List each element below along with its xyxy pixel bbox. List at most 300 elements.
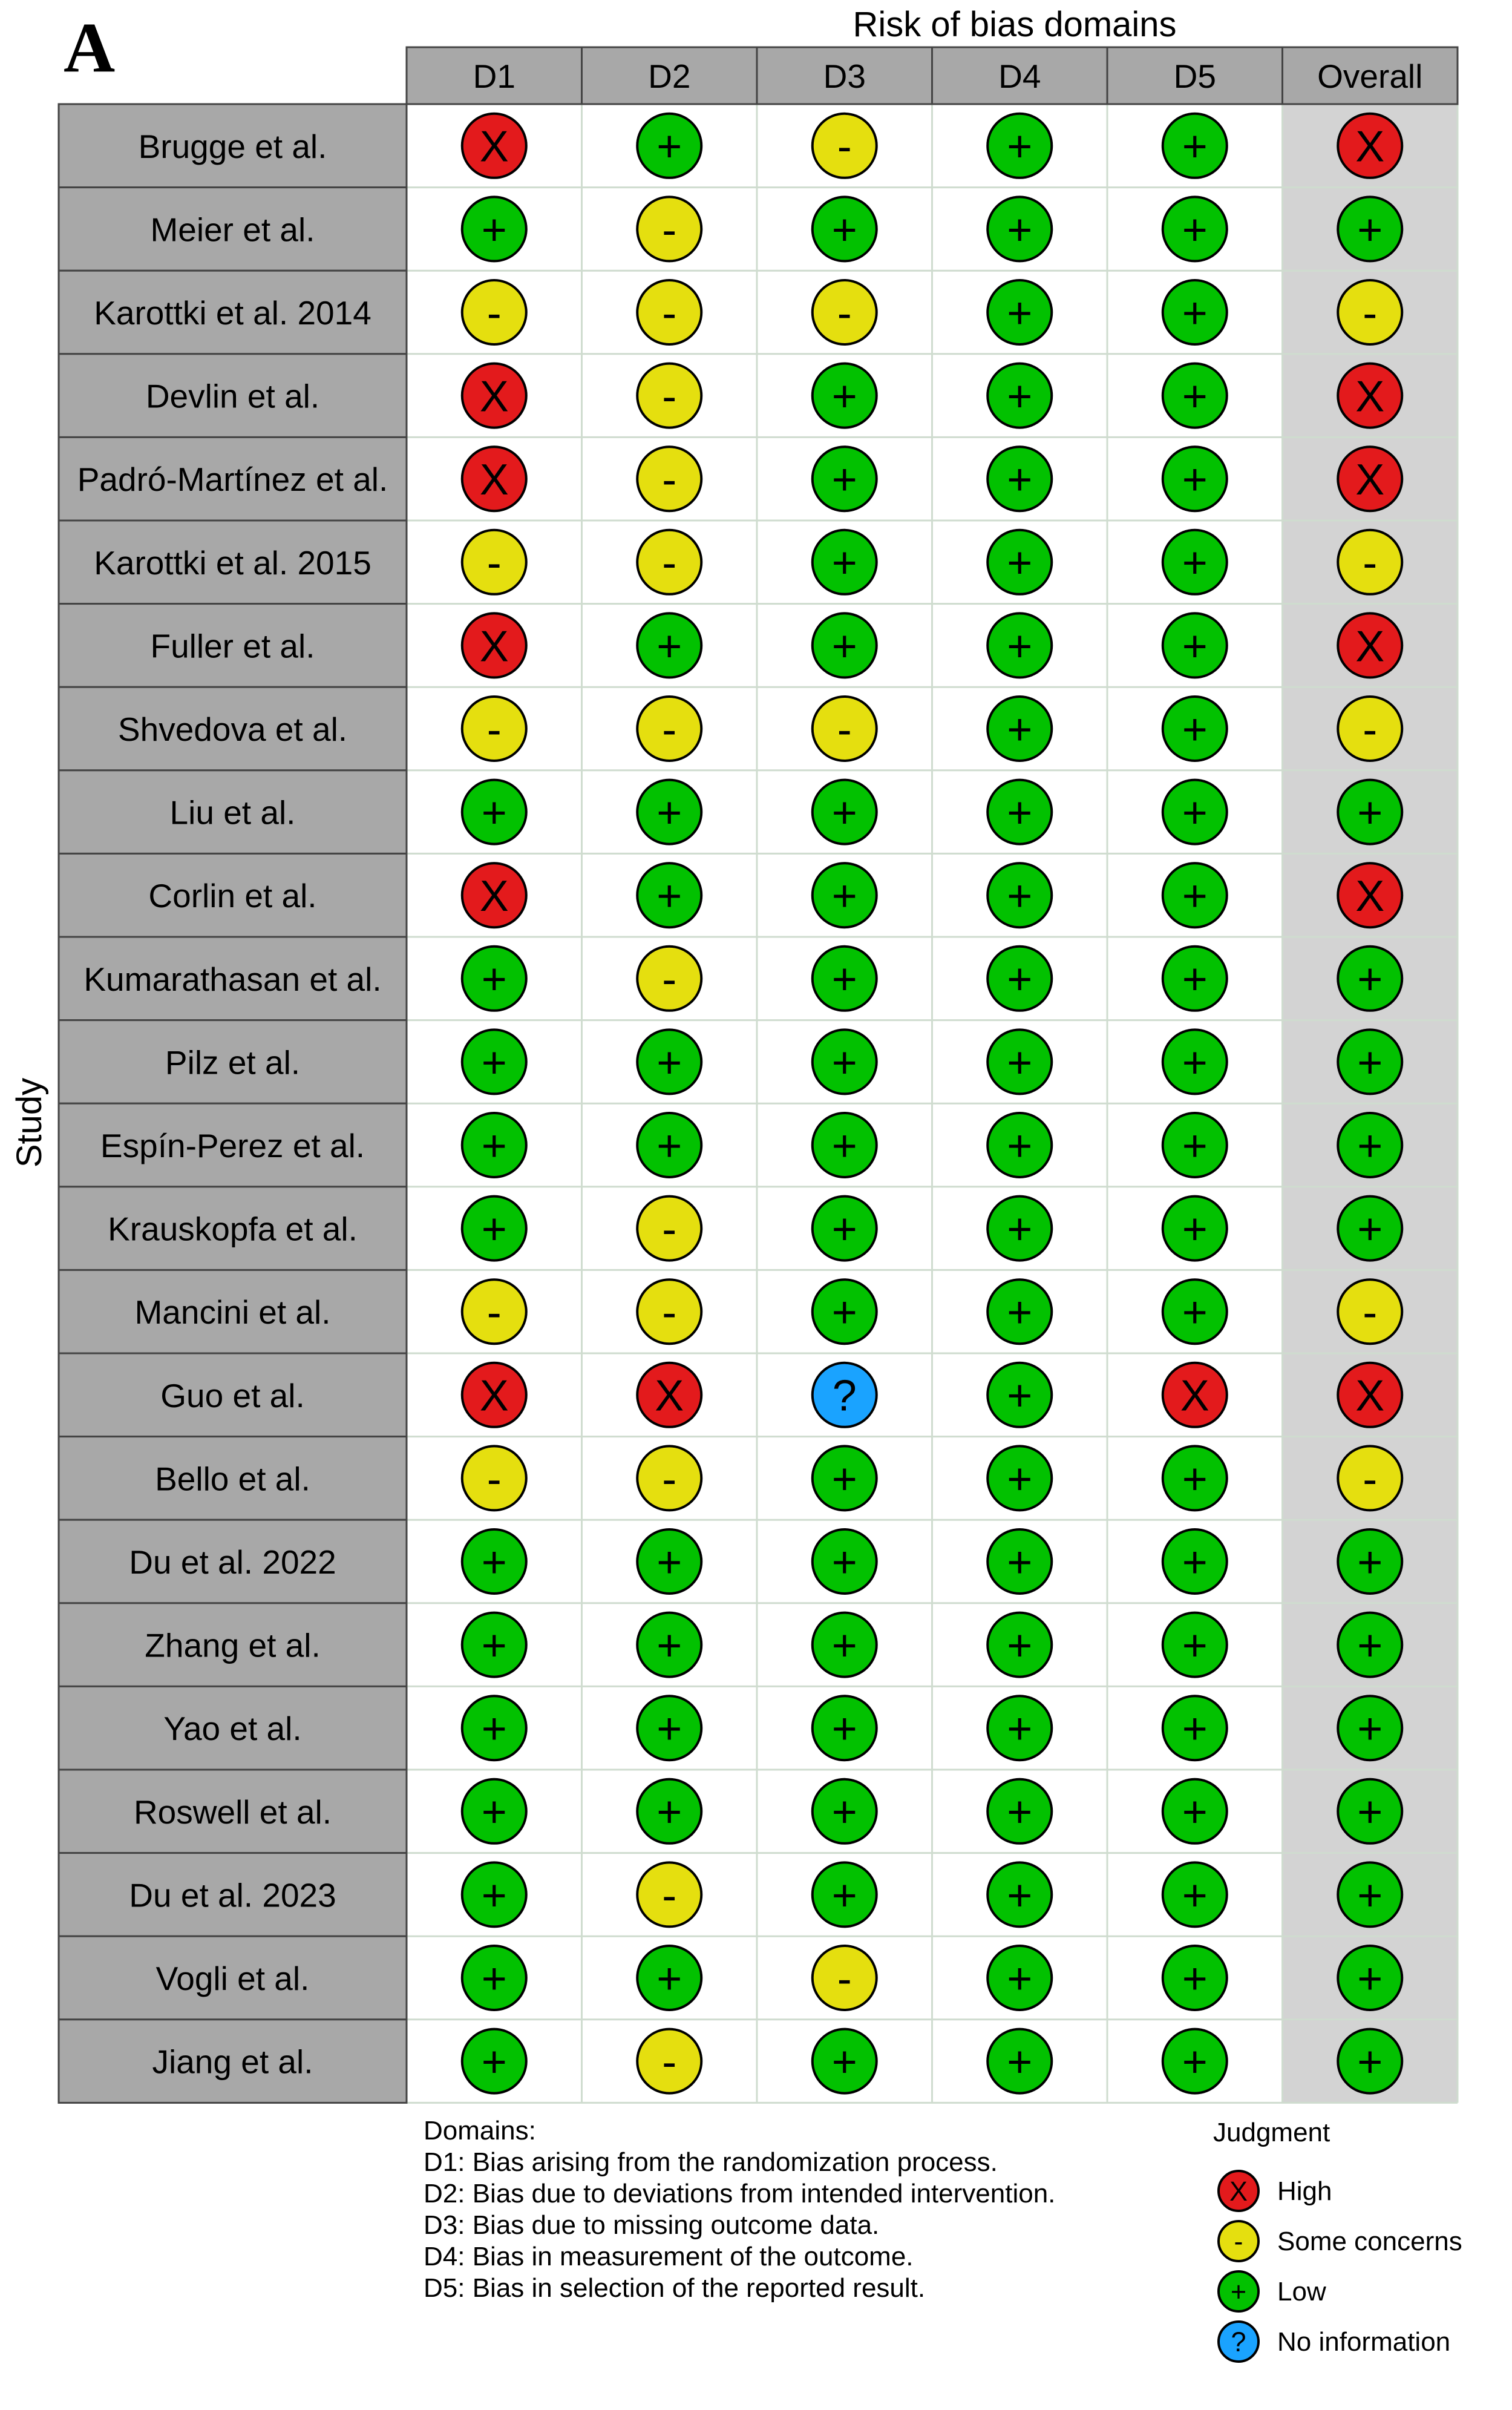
judgment-mark bbox=[1163, 530, 1227, 594]
judgment-symbol: + bbox=[1007, 1039, 1033, 1088]
judgment-mark bbox=[462, 530, 526, 594]
judgment-mark bbox=[1163, 2029, 1227, 2093]
judgment-symbol: + bbox=[1007, 705, 1033, 754]
judgment-mark bbox=[1163, 364, 1227, 428]
judgment-mark bbox=[1338, 197, 1402, 261]
judgment-mark bbox=[637, 280, 701, 344]
judgment-symbol: + bbox=[1182, 955, 1208, 1004]
judgment-mark bbox=[637, 780, 701, 844]
judgment-mark bbox=[1338, 1029, 1402, 1094]
judgment-symbol: - bbox=[662, 456, 677, 505]
judgment-mark bbox=[462, 1197, 526, 1261]
judgment-mark bbox=[1338, 1696, 1402, 1760]
judgment-mark bbox=[813, 1029, 877, 1094]
judgment-symbol: + bbox=[831, 1621, 857, 1670]
judgment-mark bbox=[1338, 1613, 1402, 1677]
judgment-mark bbox=[813, 697, 877, 761]
judgment-mark bbox=[637, 1363, 701, 1427]
legend-label: Some concerns bbox=[1277, 2227, 1462, 2256]
judgment-symbol: X bbox=[479, 372, 509, 421]
study-label: Vogli et al. bbox=[155, 1960, 310, 1997]
judgment-symbol: X bbox=[479, 872, 509, 921]
judgment-symbol: + bbox=[1357, 1788, 1383, 1837]
judgment-mark bbox=[1338, 280, 1402, 344]
judgment-symbol: + bbox=[831, 539, 857, 588]
legend-label: High bbox=[1277, 2176, 1332, 2206]
judgment-mark bbox=[813, 1529, 877, 1594]
judgment-symbol: + bbox=[1007, 872, 1033, 921]
judgment-symbol: + bbox=[1182, 1788, 1208, 1837]
judgment-symbol: + bbox=[481, 1621, 507, 1670]
domains-heading: Domains: bbox=[424, 2116, 536, 2146]
judgment-symbol: + bbox=[1182, 1538, 1208, 1587]
judgment-mark bbox=[813, 530, 877, 594]
judgment-mark bbox=[1163, 447, 1227, 511]
judgment-mark bbox=[462, 1529, 526, 1594]
judgment-symbol: - bbox=[837, 122, 852, 171]
judgment-symbol: + bbox=[481, 1538, 507, 1587]
judgment-symbol: + bbox=[831, 1871, 857, 1920]
judgment-symbol: + bbox=[481, 2038, 507, 2087]
judgment-mark bbox=[462, 613, 526, 677]
judgment-mark bbox=[637, 1529, 701, 1594]
judgment-symbol: - bbox=[1363, 539, 1378, 588]
legend-label: No information bbox=[1277, 2327, 1451, 2357]
judgment-mark bbox=[987, 530, 1052, 594]
judgment-symbol: + bbox=[481, 1788, 507, 1837]
judgment-mark bbox=[637, 1946, 701, 2010]
judgment-symbol: - bbox=[1363, 289, 1378, 338]
judgment-symbol: + bbox=[1007, 1455, 1033, 1504]
legend-label: Low bbox=[1277, 2277, 1326, 2307]
judgment-mark bbox=[1338, 1946, 1402, 2010]
judgment-symbol: + bbox=[1357, 1954, 1383, 2003]
judgment-mark bbox=[637, 2029, 701, 2093]
judgment-symbol: + bbox=[656, 789, 682, 838]
study-label: Karottki et al. 2014 bbox=[94, 294, 371, 332]
judgment-symbol: + bbox=[1182, 705, 1208, 754]
judgment-symbol: + bbox=[1007, 1705, 1033, 1754]
judgment-symbol: + bbox=[831, 955, 857, 1004]
judgment-mark bbox=[637, 697, 701, 761]
judgment-symbol: + bbox=[481, 1954, 507, 2003]
judgment-symbol: - bbox=[486, 289, 502, 338]
judgment-symbol: ? bbox=[832, 1371, 857, 1420]
judgment-symbol: + bbox=[1182, 872, 1208, 921]
y-axis-label: Study bbox=[10, 1077, 49, 1168]
judgment-symbol: + bbox=[1007, 2038, 1033, 2087]
judgment-symbol: + bbox=[1357, 789, 1383, 838]
judgment-symbol: + bbox=[831, 622, 857, 671]
study-label: Shvedova et al. bbox=[117, 711, 348, 748]
judgment-mark bbox=[987, 364, 1052, 428]
study-label: Brugge et al. bbox=[138, 127, 327, 165]
legend-symbol: - bbox=[1234, 2226, 1243, 2257]
legend-symbol: + bbox=[1230, 2276, 1247, 2308]
judgment-symbol: + bbox=[1007, 1954, 1033, 2003]
judgment-symbol: - bbox=[837, 1954, 852, 2003]
judgment-symbol: - bbox=[837, 705, 852, 754]
judgment-symbol: + bbox=[1007, 789, 1033, 838]
judgment-mark bbox=[813, 1779, 877, 1844]
study-label: Fuller et al. bbox=[150, 627, 315, 665]
study-label: Yao et al. bbox=[163, 1710, 302, 1748]
judgment-symbol: X bbox=[1355, 372, 1385, 421]
judgment-mark bbox=[1338, 780, 1402, 844]
judgment-symbol: + bbox=[1007, 1121, 1033, 1171]
judgment-mark bbox=[462, 114, 526, 178]
study-label: Espín-Perez et al. bbox=[100, 1127, 365, 1164]
judgment-legend bbox=[1213, 2118, 1462, 2362]
judgment-mark bbox=[1338, 1529, 1402, 1594]
judgment-symbol: + bbox=[1182, 372, 1208, 421]
judgment-mark bbox=[1338, 1113, 1402, 1177]
judgment-mark bbox=[1163, 1613, 1227, 1677]
judgment-symbol: + bbox=[1182, 1455, 1208, 1504]
judgment-mark bbox=[813, 2029, 877, 2093]
judgment-mark bbox=[987, 1029, 1052, 1094]
judgment-mark bbox=[987, 1613, 1052, 1677]
judgment-symbol: + bbox=[831, 1121, 857, 1171]
judgment-symbol: + bbox=[1182, 2038, 1208, 2087]
judgment-symbol: - bbox=[662, 206, 677, 255]
judgment-mark bbox=[1163, 947, 1227, 1011]
judgment-mark bbox=[637, 1197, 701, 1261]
judgment-symbol: + bbox=[1007, 456, 1033, 505]
judgment-symbol: + bbox=[831, 456, 857, 505]
panel-label: A bbox=[64, 8, 116, 87]
judgment-mark bbox=[1338, 2029, 1402, 2093]
judgment-mark bbox=[462, 364, 526, 428]
study-label: Du et al. 2022 bbox=[129, 1543, 336, 1581]
judgment-symbol: + bbox=[1007, 1788, 1033, 1837]
judgment-mark bbox=[1163, 1363, 1227, 1427]
judgment-symbol: - bbox=[486, 539, 502, 588]
judgment-mark bbox=[987, 780, 1052, 844]
judgment-mark bbox=[987, 947, 1052, 1011]
judgment-symbol: + bbox=[656, 1121, 682, 1171]
judgment-symbol: - bbox=[662, 705, 677, 754]
judgment-symbol: - bbox=[486, 1289, 502, 1338]
judgment-symbol: + bbox=[1007, 206, 1033, 255]
judgment-mark bbox=[987, 197, 1052, 261]
judgment-mark bbox=[1338, 1363, 1402, 1427]
judgment-mark bbox=[813, 1696, 877, 1760]
judgment-symbol: + bbox=[1182, 456, 1208, 505]
judgment-symbol: + bbox=[1007, 1871, 1033, 1920]
judgment-mark bbox=[813, 1613, 877, 1677]
judgment-mark bbox=[637, 1862, 701, 1926]
judgment-symbol: + bbox=[1357, 955, 1383, 1004]
legend-item-low bbox=[1219, 2271, 1326, 2311]
judgment-mark bbox=[462, 1363, 526, 1427]
domain-description: D5: Bias in selection of the reported result. bbox=[424, 2273, 926, 2303]
judgment-mark bbox=[1338, 114, 1402, 178]
judgment-symbol: + bbox=[656, 872, 682, 921]
judgment-symbol: + bbox=[481, 1121, 507, 1171]
judgment-mark bbox=[813, 447, 877, 511]
judgment-symbol: + bbox=[1182, 1954, 1208, 2003]
judgment-symbol: - bbox=[1363, 705, 1378, 754]
judgment-mark bbox=[637, 1779, 701, 1844]
study-label: Roswell et al. bbox=[133, 1793, 332, 1831]
judgment-symbol: + bbox=[1182, 1621, 1208, 1670]
judgment-symbol: + bbox=[1182, 1205, 1208, 1254]
judgment-mark bbox=[1163, 114, 1227, 178]
judgment-mark bbox=[637, 947, 701, 1011]
judgment-mark bbox=[637, 1696, 701, 1760]
judgment-symbol: X bbox=[1180, 1371, 1209, 1420]
judgment-symbol: X bbox=[655, 1371, 684, 1420]
judgment-mark bbox=[1163, 1862, 1227, 1926]
judgment-symbol: + bbox=[1357, 1621, 1383, 1670]
judgment-mark bbox=[462, 947, 526, 1011]
judgment-mark bbox=[1338, 863, 1402, 927]
judgment-symbol: + bbox=[656, 1621, 682, 1670]
judgment-mark bbox=[637, 530, 701, 594]
judgment-symbol: + bbox=[1007, 1205, 1033, 1254]
judgment-mark bbox=[462, 447, 526, 511]
study-label: Jiang et al. bbox=[152, 2043, 313, 2081]
legend-title: Judgment bbox=[1213, 2118, 1330, 2147]
judgment-mark bbox=[987, 863, 1052, 927]
judgment-mark bbox=[813, 1197, 877, 1261]
judgment-mark bbox=[1338, 1279, 1402, 1344]
judgment-symbol: - bbox=[662, 1871, 677, 1920]
judgment-symbol: + bbox=[1007, 539, 1033, 588]
judgment-symbol: + bbox=[481, 1039, 507, 1088]
judgment-symbol: + bbox=[1007, 622, 1033, 671]
study-label: Karottki et al. 2015 bbox=[94, 543, 371, 582]
judgment-mark bbox=[813, 1946, 877, 2010]
judgment-symbol: - bbox=[486, 705, 502, 754]
judgment-mark bbox=[1163, 780, 1227, 844]
judgment-mark bbox=[462, 1946, 526, 2010]
judgment-mark bbox=[1338, 613, 1402, 677]
judgment-mark bbox=[462, 1029, 526, 1094]
judgment-mark bbox=[1338, 1197, 1402, 1261]
study-label: Pilz et al. bbox=[165, 1043, 301, 1082]
legend-item-some bbox=[1219, 2221, 1462, 2261]
judgment-symbol: + bbox=[1182, 789, 1208, 838]
header-label-d4: D4 bbox=[998, 57, 1041, 95]
judgment-mark bbox=[813, 947, 877, 1011]
study-label: Devlin et al. bbox=[145, 377, 320, 415]
study-label: Guo et al. bbox=[160, 1376, 305, 1414]
header-label-d1: D1 bbox=[473, 57, 515, 95]
judgment-symbol: - bbox=[662, 539, 677, 588]
judgment-mark bbox=[987, 114, 1052, 178]
judgment-mark bbox=[462, 1613, 526, 1677]
domains-description-block bbox=[424, 2116, 1055, 2303]
legend-symbol: X bbox=[1229, 2176, 1248, 2207]
judgment-symbol: + bbox=[1182, 1705, 1208, 1754]
judgment-mark bbox=[637, 364, 701, 428]
judgment-mark bbox=[1163, 1113, 1227, 1177]
judgment-mark bbox=[637, 863, 701, 927]
judgment-mark bbox=[637, 447, 701, 511]
judgment-mark bbox=[1338, 447, 1402, 511]
bias-grid bbox=[59, 47, 1458, 2103]
judgment-symbol: + bbox=[831, 206, 857, 255]
judgment-symbol: X bbox=[1355, 456, 1385, 505]
judgment-mark bbox=[987, 1529, 1052, 1594]
judgment-symbol: + bbox=[1357, 2038, 1383, 2087]
judgment-mark bbox=[987, 1696, 1052, 1760]
judgment-mark bbox=[462, 863, 526, 927]
judgment-symbol: + bbox=[831, 789, 857, 838]
judgment-mark bbox=[987, 1363, 1052, 1427]
judgment-symbol: - bbox=[662, 2038, 677, 2087]
judgment-symbol: + bbox=[656, 1705, 682, 1754]
study-label: Meier et al. bbox=[150, 211, 315, 249]
judgment-mark bbox=[813, 114, 877, 178]
judgment-mark bbox=[813, 780, 877, 844]
judgment-symbol: + bbox=[656, 1954, 682, 2003]
judgment-mark bbox=[1163, 697, 1227, 761]
judgment-symbol: + bbox=[656, 1788, 682, 1837]
judgment-symbol: + bbox=[1357, 1039, 1383, 1088]
judgment-symbol: + bbox=[1182, 1871, 1208, 1920]
judgment-symbol: + bbox=[1182, 1289, 1208, 1338]
study-label: Liu et al. bbox=[169, 793, 296, 832]
judgment-mark bbox=[813, 1279, 877, 1344]
judgment-mark bbox=[1163, 1197, 1227, 1261]
judgment-mark bbox=[637, 1029, 701, 1094]
judgment-symbol: + bbox=[1182, 1121, 1208, 1171]
judgment-mark bbox=[637, 1613, 701, 1677]
judgment-mark bbox=[462, 697, 526, 761]
judgment-mark bbox=[1163, 1279, 1227, 1344]
judgment-mark bbox=[462, 1113, 526, 1177]
judgment-symbol: + bbox=[1007, 289, 1033, 338]
judgment-mark bbox=[1163, 197, 1227, 261]
judgment-symbol: + bbox=[1007, 372, 1033, 421]
study-label: Krauskopfa et al. bbox=[108, 1210, 358, 1248]
judgment-mark bbox=[637, 613, 701, 677]
judgment-symbol: + bbox=[656, 1538, 682, 1587]
judgment-symbol: + bbox=[831, 372, 857, 421]
judgment-symbol: + bbox=[1357, 1538, 1383, 1587]
study-label: Kumarathasan et al. bbox=[83, 960, 382, 998]
judgment-mark bbox=[1338, 1779, 1402, 1844]
judgment-mark bbox=[1163, 1946, 1227, 2010]
judgment-symbol: X bbox=[1355, 622, 1385, 671]
judgment-symbol: - bbox=[1363, 1455, 1378, 1504]
judgment-symbol: + bbox=[831, 1039, 857, 1088]
judgment-mark bbox=[637, 1113, 701, 1177]
judgment-mark bbox=[1163, 863, 1227, 927]
judgment-mark bbox=[637, 114, 701, 178]
domain-description: D4: Bias in measurement of the outcome. bbox=[424, 2242, 914, 2271]
judgment-symbol: + bbox=[831, 872, 857, 921]
judgment-symbol: + bbox=[656, 622, 682, 671]
judgment-mark bbox=[462, 2029, 526, 2093]
judgment-mark bbox=[987, 1446, 1052, 1510]
judgment-symbol: - bbox=[662, 1205, 677, 1254]
chart-title: Risk of bias domains bbox=[853, 5, 1177, 44]
judgment-mark bbox=[1163, 1696, 1227, 1760]
judgment-mark bbox=[637, 197, 701, 261]
judgment-symbol: + bbox=[481, 1205, 507, 1254]
judgment-symbol: + bbox=[1182, 289, 1208, 338]
judgment-mark bbox=[462, 780, 526, 844]
judgment-mark bbox=[813, 863, 877, 927]
judgment-symbol: + bbox=[1007, 1371, 1033, 1420]
judgment-mark bbox=[1338, 530, 1402, 594]
header-label-d5: D5 bbox=[1173, 57, 1216, 95]
judgment-mark bbox=[637, 1446, 701, 1510]
judgment-symbol: + bbox=[831, 1455, 857, 1504]
judgment-mark bbox=[813, 1446, 877, 1510]
judgment-mark bbox=[987, 447, 1052, 511]
judgment-symbol: X bbox=[1355, 1371, 1385, 1420]
judgment-mark bbox=[813, 1113, 877, 1177]
study-label: Padró-Martínez et al. bbox=[77, 461, 388, 499]
judgment-symbol: X bbox=[479, 456, 509, 505]
judgment-symbol: - bbox=[662, 1455, 677, 1504]
judgment-mark bbox=[462, 1446, 526, 1510]
judgment-mark bbox=[1163, 1779, 1227, 1844]
judgment-mark bbox=[987, 697, 1052, 761]
judgment-symbol: X bbox=[479, 122, 509, 171]
judgment-symbol: + bbox=[831, 1205, 857, 1254]
judgment-symbol: + bbox=[1182, 539, 1208, 588]
judgment-symbol: - bbox=[662, 1289, 677, 1338]
judgment-symbol: + bbox=[656, 122, 682, 171]
judgment-symbol: + bbox=[481, 1871, 507, 1920]
judgment-symbol: + bbox=[831, 1289, 857, 1338]
judgment-symbol: + bbox=[1007, 1621, 1033, 1670]
judgment-mark bbox=[1163, 613, 1227, 677]
judgment-symbol: + bbox=[1182, 1039, 1208, 1088]
study-label: Bello et al. bbox=[155, 1460, 310, 1498]
legend-item-noinfo bbox=[1219, 2322, 1450, 2362]
judgment-mark bbox=[987, 1779, 1052, 1844]
judgment-symbol: - bbox=[1363, 1289, 1378, 1338]
judgment-mark bbox=[987, 2029, 1052, 2093]
judgment-symbol: - bbox=[662, 289, 677, 338]
header-label-d2: D2 bbox=[648, 57, 691, 95]
judgment-symbol: + bbox=[1182, 122, 1208, 171]
judgment-mark bbox=[813, 1363, 877, 1427]
judgment-symbol: + bbox=[656, 1039, 682, 1088]
study-label: Mancini et al. bbox=[134, 1293, 331, 1331]
judgment-symbol: + bbox=[831, 1538, 857, 1587]
judgment-symbol: + bbox=[1007, 122, 1033, 171]
study-label: Zhang et al. bbox=[145, 1626, 321, 1664]
header-label-overall: Overall bbox=[1317, 57, 1423, 95]
judgment-mark bbox=[813, 364, 877, 428]
judgment-symbol: - bbox=[837, 289, 852, 338]
judgment-symbol: + bbox=[831, 1705, 857, 1754]
judgment-symbol: + bbox=[1357, 1121, 1383, 1171]
judgment-mark bbox=[987, 1279, 1052, 1344]
judgment-mark bbox=[1163, 1446, 1227, 1510]
judgment-mark bbox=[987, 1946, 1052, 2010]
judgment-symbol: + bbox=[1357, 1871, 1383, 1920]
judgment-mark bbox=[462, 280, 526, 344]
judgment-mark bbox=[462, 1696, 526, 1760]
judgment-symbol: + bbox=[1357, 206, 1383, 255]
judgment-mark bbox=[813, 280, 877, 344]
judgment-symbol: X bbox=[1355, 122, 1385, 171]
judgment-mark bbox=[462, 1862, 526, 1926]
judgment-symbol: + bbox=[1357, 1705, 1383, 1754]
judgment-mark bbox=[813, 613, 877, 677]
judgment-mark bbox=[462, 1279, 526, 1344]
judgment-symbol: + bbox=[1007, 1538, 1033, 1587]
